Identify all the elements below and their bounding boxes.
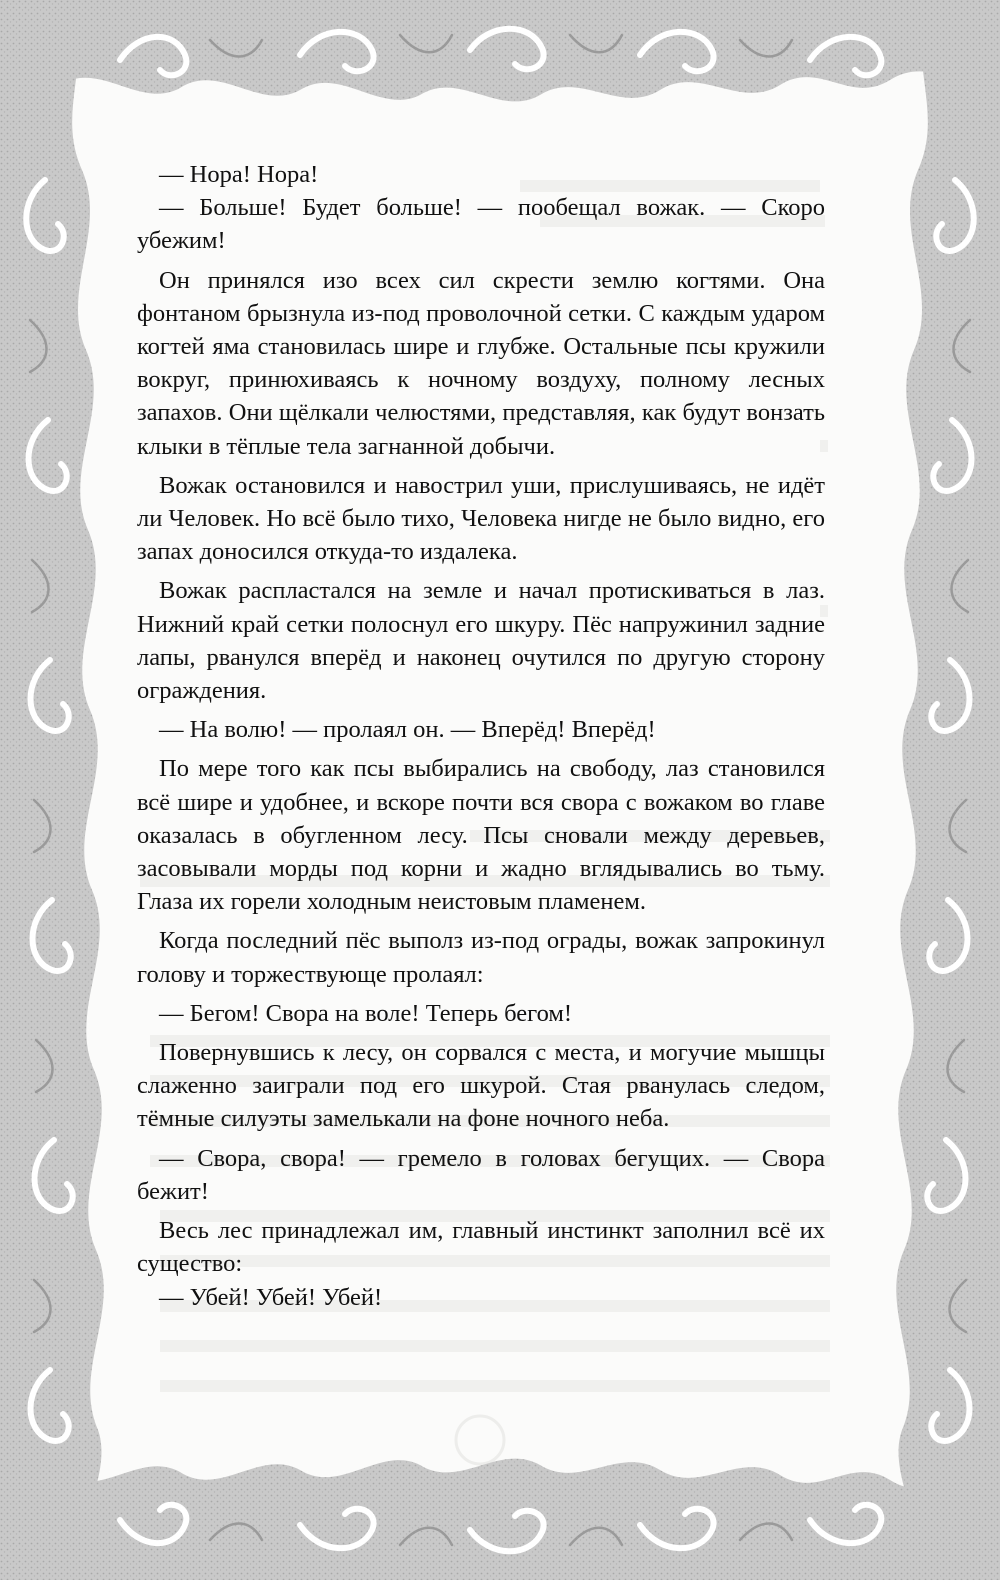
paragraph: — На волю! — пролаял он. — Вперёд! Вперёд! — [159, 716, 656, 744]
paragraph: — Убей! Убей! Убей! — [159, 1283, 383, 1311]
paragraph: По мере того как псы выбирались на свободу, лаз становился всё шире и удобнее, и вскоре почти вся свора с вожаком во главе оказалась в обугленном лесу. Псы сновали между деревьев, засовывали морды под корни и жадно вглядывались во тьму. Глаза их горели холодным неистовым пламенем. — [137, 755, 825, 916]
paragraph: Весь лес принадлежал им, главный инстинкт заполнил всё их существо: — [137, 1217, 825, 1278]
paragraph: Когда последний пёс выполз из-под ограды, вожак запрокинул голову и торжествующе пролаял: — [137, 927, 825, 988]
paragraph: Вожак остановился и навострил уши, прислушиваясь, не идёт ли Человек. Но всё было тихо, Человека нигде не было видно, его запах доносился откуда-то издалека. — [137, 471, 825, 566]
paragraph: — Бегом! Свора на воле! Теперь бегом! — [159, 999, 573, 1027]
paragraph: Он принялся изо всех сил скрести землю когтями. Она фонтаном брызнула из-под проволочной сетки. С каждым ударом когтей яма становилась шире и глубже. Остальные псы кружили вокруг, принюхиваясь к ночному воздуху, полному лесных запахов. Они щёлкали челюстями, представляя, как будут вонзать клыки в тёплые тела загнанной добычи. — [137, 266, 825, 460]
paragraph: — Больше! Будет больше! — пообещал вожак. — Скоро убежим! — [137, 194, 825, 255]
paragraph: Повернувшись к лесу, он сорвался с места, и могучие мышцы слаженно заиграли под его шкурой. Стая рванулась следом, тёмные силуэты замелькали на фоне ночного неба. — [137, 1039, 825, 1133]
main-text — [137, 158, 825, 1314]
paragraph: — Нора! Нора! — [159, 161, 319, 188]
paragraph: — Свора, свора! — гремело в головах бегущих. — Свора бежит! — [137, 1144, 825, 1205]
paragraph: Вожак распластался на земле и начал протискиваться в лаз. Нижний край сетки полоснул его шкуру. Пёс напружинил задние лапы, рванулся вперёд и наконец очутился по другую сторону ограждения. — [137, 577, 825, 705]
